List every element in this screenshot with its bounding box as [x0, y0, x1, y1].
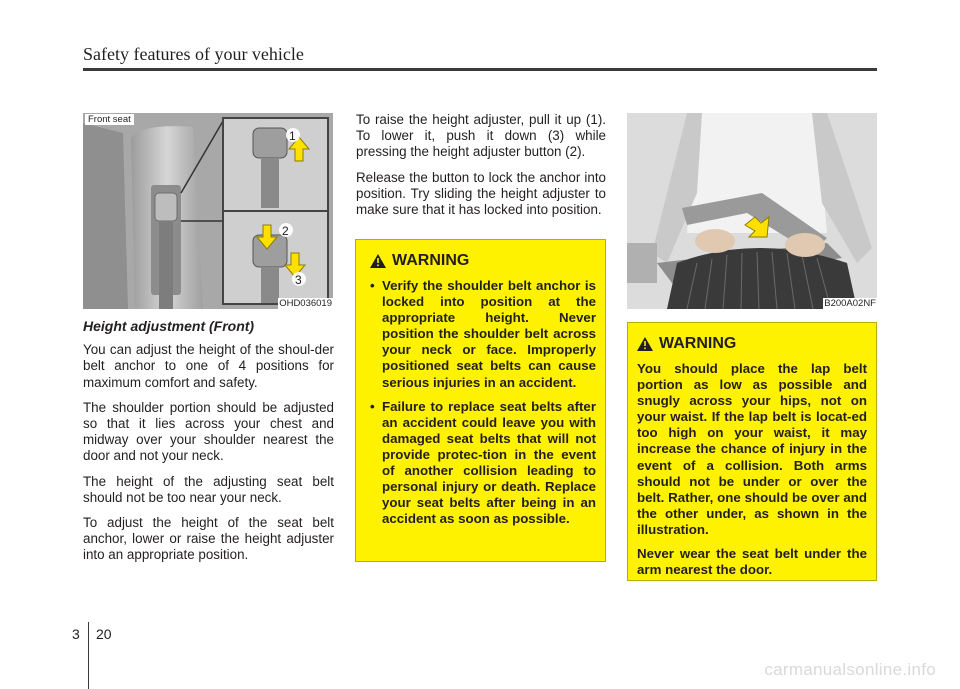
- lap-belt-illustration: [627, 113, 877, 309]
- paragraph: The shoulder portion should be adjusted so that it lies across your chest and midway over your shoulder nearest the door and not your neck.: [83, 399, 334, 464]
- warning-title: WARNING: [392, 252, 470, 269]
- callout-3: 3: [295, 273, 302, 287]
- paragraph: To raise the height adjuster, pull it up (1). To lower it, push it down (3) while pressing the height adjuster button (2).: [356, 112, 606, 160]
- warning-triangle-icon: [637, 337, 653, 351]
- warning-box-lap-belt: [627, 322, 877, 581]
- header-rule: [83, 68, 877, 71]
- warning-list: [370, 278, 596, 527]
- paragraph: Release the button to lock the anchor into position. Try sliding the height adjuster to make sure that it has locked into position.: [356, 169, 606, 218]
- warning-item: • Verify the shoulder belt anchor is locked into position at the appropriate height. Never position the shoulder belt across your neck or face. Improperly positioned seat belts can cause serious injuries in an accident.: [370, 278, 596, 391]
- chapter-number: 3: [72, 626, 80, 642]
- page-number-divider: [88, 622, 89, 689]
- figure-label: Front seat: [85, 114, 134, 125]
- callout-1: 1: [289, 129, 296, 143]
- watermark: carmanualsonline.info: [764, 660, 936, 679]
- warning-item: • Failure to replace seat belts after an accident could leave you with damaged seat belts that will not provide protec-tion in the event of another collision leading to personal injury or death. Replace your seat belts after being in an accident as soon as possible.: [370, 399, 596, 528]
- section-subheading: Height adjustment (Front): [83, 318, 255, 334]
- paragraph: The height of the adjusting seat belt should not be too near your neck.: [83, 473, 334, 505]
- middle-column: [356, 112, 606, 227]
- page-header-title: Safety features of your vehicle: [83, 44, 304, 64]
- figure-lap-belt: [627, 113, 877, 309]
- warning-header: [370, 252, 596, 270]
- warning-box-shoulder-belt: [355, 239, 606, 562]
- seat-belt-adjuster-illustration: [83, 113, 333, 309]
- callout-2: 2: [282, 224, 289, 238]
- figure-code: OHD036019: [279, 298, 332, 309]
- figure-front-seat: [83, 113, 333, 309]
- warning-paragraph: Never wear the seat belt under the arm nearest the door.: [637, 546, 867, 578]
- left-column: [83, 318, 334, 573]
- page-number: 20: [96, 626, 112, 642]
- warning-paragraph: You should place the lap belt portion as low as possible and snugly across your hips, not on your waist. If the lap belt is locat-ed too high on your waist, it may increase the chance of injury in the event of a collision. Both arms should not be under or over the belt. Rather, one should be over and the other under, as shown in the illustration.: [637, 361, 867, 537]
- warning-title: WARNING: [659, 335, 737, 352]
- paragraph: You can adjust the height of the shoul-der belt anchor to one of 4 positions for maximum comfort and safety.: [83, 342, 334, 390]
- warning-header: [637, 335, 867, 353]
- paragraph: To adjust the height of the seat belt anchor, lower or raise the height adjuster into an appropriate position.: [83, 515, 334, 563]
- warning-triangle-icon: [370, 254, 386, 268]
- figure-code: B200A02NF: [824, 298, 876, 309]
